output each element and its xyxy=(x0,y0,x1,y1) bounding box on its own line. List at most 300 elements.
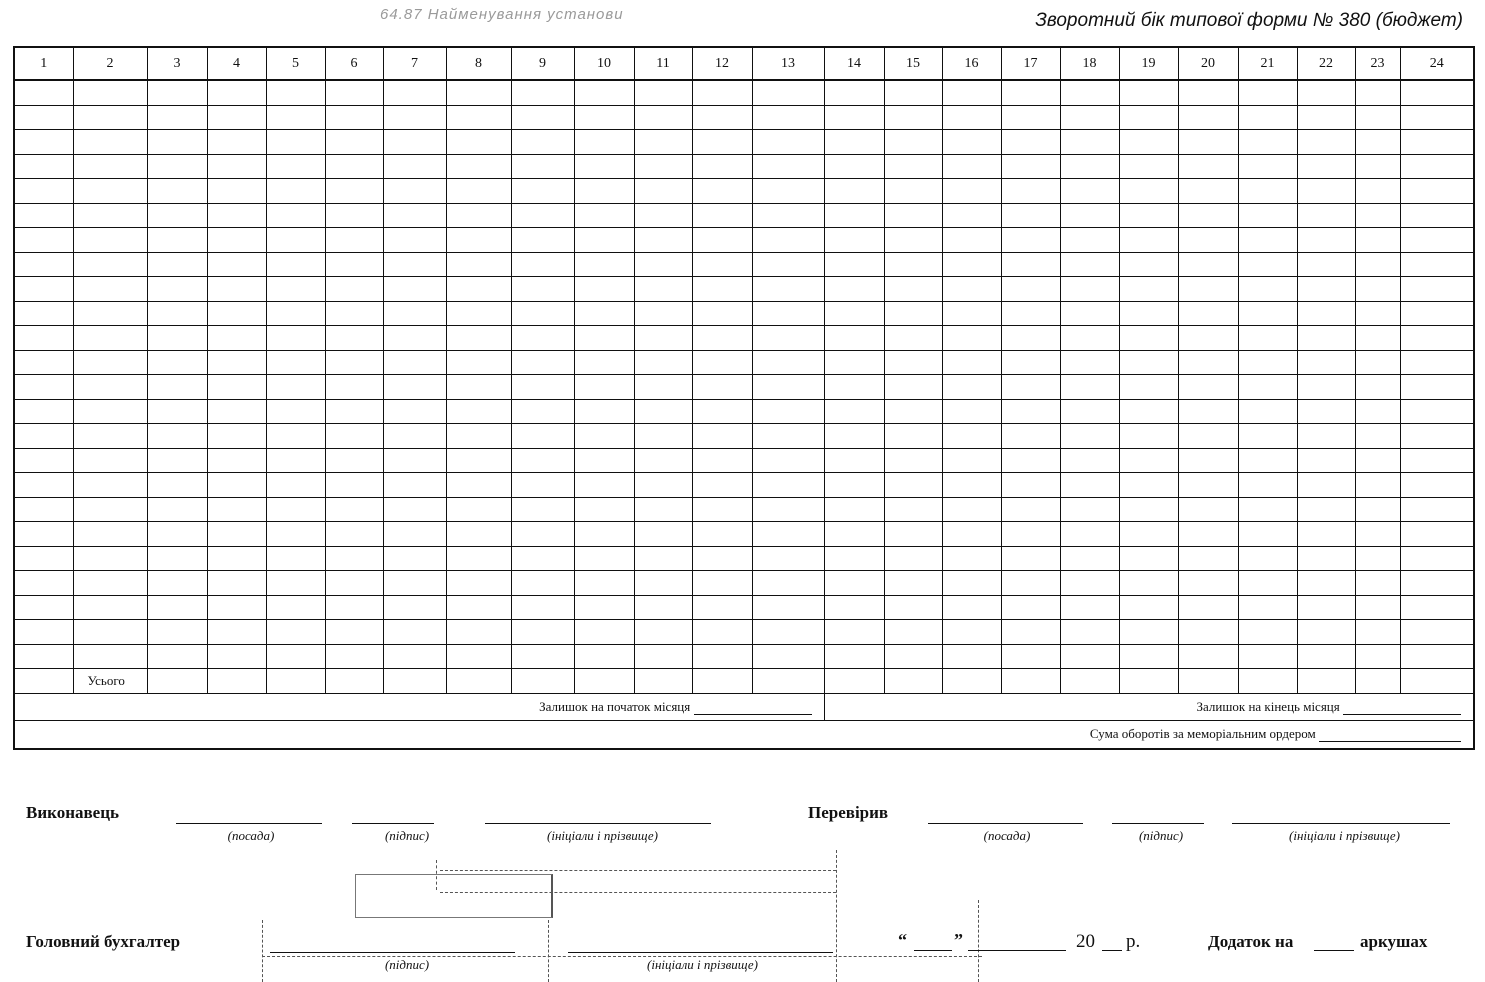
table-cell[interactable] xyxy=(383,448,446,473)
table-cell[interactable] xyxy=(73,473,147,498)
table-cell[interactable] xyxy=(1400,326,1474,351)
table-cell[interactable] xyxy=(383,252,446,277)
table-cell[interactable] xyxy=(147,154,207,179)
executor-position-line[interactable] xyxy=(176,823,322,824)
table-cell[interactable] xyxy=(1178,130,1238,155)
table-cell[interactable] xyxy=(942,424,1001,449)
table-cell[interactable] xyxy=(383,522,446,547)
table-cell[interactable] xyxy=(1355,522,1400,547)
table-cell[interactable] xyxy=(325,546,383,571)
table-cell[interactable] xyxy=(1355,448,1400,473)
executor-name-line[interactable] xyxy=(485,823,711,824)
table-cell[interactable] xyxy=(752,301,824,326)
table-cell[interactable] xyxy=(574,154,634,179)
table-cell[interactable] xyxy=(574,644,634,669)
executor-signature-line[interactable] xyxy=(352,823,434,824)
table-cell[interactable] xyxy=(1238,497,1297,522)
table-cell[interactable] xyxy=(511,644,574,669)
table-cell[interactable] xyxy=(1238,424,1297,449)
table-cell[interactable] xyxy=(884,448,942,473)
table-cell[interactable] xyxy=(147,80,207,105)
table-cell[interactable] xyxy=(1001,350,1060,375)
table-cell[interactable] xyxy=(1060,375,1119,400)
table-cell[interactable] xyxy=(383,130,446,155)
table-cell[interactable] xyxy=(266,277,325,302)
table-cell[interactable] xyxy=(1297,448,1355,473)
table-cell[interactable] xyxy=(692,301,752,326)
table-cell[interactable] xyxy=(1001,644,1060,669)
table-cell[interactable] xyxy=(446,154,511,179)
table-cell[interactable] xyxy=(692,80,752,105)
table-cell[interactable] xyxy=(511,179,574,204)
table-cell[interactable] xyxy=(634,669,692,694)
table-cell[interactable] xyxy=(1400,105,1474,130)
table-cell[interactable] xyxy=(383,669,446,694)
table-cell[interactable] xyxy=(1400,375,1474,400)
table-cell[interactable] xyxy=(1238,179,1297,204)
table-cell[interactable] xyxy=(634,644,692,669)
table-cell[interactable] xyxy=(692,571,752,596)
table-cell[interactable] xyxy=(692,497,752,522)
table-cell[interactable] xyxy=(1297,571,1355,596)
table-cell[interactable] xyxy=(1400,448,1474,473)
table-cell[interactable] xyxy=(692,448,752,473)
table-cell[interactable] xyxy=(266,203,325,228)
table-cell[interactable] xyxy=(325,571,383,596)
table-cell[interactable] xyxy=(14,546,73,571)
table-cell[interactable] xyxy=(446,228,511,253)
table-cell[interactable] xyxy=(207,301,266,326)
table-cell[interactable] xyxy=(1119,448,1178,473)
table-cell[interactable] xyxy=(147,228,207,253)
table-cell[interactable] xyxy=(1355,375,1400,400)
table-cell[interactable] xyxy=(824,546,884,571)
table-cell[interactable] xyxy=(574,80,634,105)
table-cell[interactable] xyxy=(1297,154,1355,179)
table-cell[interactable] xyxy=(266,595,325,620)
table-cell[interactable] xyxy=(511,448,574,473)
table-cell[interactable] xyxy=(692,644,752,669)
table-cell[interactable] xyxy=(1119,571,1178,596)
table-cell[interactable] xyxy=(147,179,207,204)
table-cell[interactable] xyxy=(884,252,942,277)
table-cell[interactable] xyxy=(1355,252,1400,277)
table-cell[interactable] xyxy=(1238,669,1297,694)
table-cell[interactable] xyxy=(1355,203,1400,228)
table-cell[interactable] xyxy=(14,620,73,645)
table-cell[interactable] xyxy=(1355,424,1400,449)
table-cell[interactable] xyxy=(446,595,511,620)
table-cell[interactable] xyxy=(1119,473,1178,498)
table-cell[interactable] xyxy=(1355,473,1400,498)
table-cell[interactable] xyxy=(1400,522,1474,547)
table-cell[interactable] xyxy=(1400,301,1474,326)
table-cell[interactable] xyxy=(446,277,511,302)
table-cell[interactable] xyxy=(574,130,634,155)
table-cell[interactable] xyxy=(884,522,942,547)
table-cell[interactable] xyxy=(752,130,824,155)
table-cell[interactable] xyxy=(73,130,147,155)
table-cell[interactable] xyxy=(634,105,692,130)
table-cell[interactable] xyxy=(1178,424,1238,449)
table-cell[interactable] xyxy=(752,326,824,351)
table-cell[interactable] xyxy=(266,154,325,179)
table-cell[interactable] xyxy=(1178,620,1238,645)
table-cell[interactable] xyxy=(1060,179,1119,204)
table-cell[interactable] xyxy=(147,326,207,351)
table-cell[interactable] xyxy=(942,301,1001,326)
table-cell[interactable] xyxy=(14,203,73,228)
table-cell[interactable] xyxy=(824,301,884,326)
table-cell[interactable] xyxy=(692,669,752,694)
table-cell[interactable] xyxy=(511,228,574,253)
table-cell[interactable] xyxy=(383,326,446,351)
table-cell[interactable] xyxy=(1001,228,1060,253)
table-cell[interactable] xyxy=(1001,522,1060,547)
table-cell[interactable] xyxy=(752,522,824,547)
table-cell[interactable] xyxy=(1297,179,1355,204)
table-cell[interactable] xyxy=(511,571,574,596)
table-cell[interactable] xyxy=(574,179,634,204)
table-cell[interactable] xyxy=(1238,571,1297,596)
table-cell[interactable] xyxy=(942,571,1001,596)
table-cell[interactable] xyxy=(1238,105,1297,130)
table-cell[interactable] xyxy=(1400,669,1474,694)
table-cell[interactable] xyxy=(574,228,634,253)
table-cell[interactable] xyxy=(942,448,1001,473)
table-cell[interactable] xyxy=(1238,546,1297,571)
table-cell[interactable] xyxy=(511,130,574,155)
table-cell[interactable] xyxy=(824,571,884,596)
table-cell[interactable] xyxy=(511,399,574,424)
table-cell[interactable] xyxy=(884,595,942,620)
table-cell[interactable] xyxy=(207,399,266,424)
table-cell[interactable] xyxy=(266,424,325,449)
table-cell[interactable] xyxy=(1297,105,1355,130)
table-cell[interactable] xyxy=(207,571,266,596)
table-cell[interactable] xyxy=(752,595,824,620)
table-cell[interactable] xyxy=(1178,497,1238,522)
table-cell[interactable] xyxy=(1297,228,1355,253)
table-cell[interactable] xyxy=(14,154,73,179)
table-cell[interactable] xyxy=(942,105,1001,130)
table-cell[interactable] xyxy=(1119,130,1178,155)
table-cell[interactable] xyxy=(1001,399,1060,424)
table-cell[interactable] xyxy=(266,252,325,277)
table-cell[interactable] xyxy=(147,375,207,400)
table-cell[interactable] xyxy=(1238,522,1297,547)
table-cell[interactable] xyxy=(1400,252,1474,277)
table-cell[interactable] xyxy=(1060,473,1119,498)
table-cell[interactable] xyxy=(73,105,147,130)
table-cell[interactable] xyxy=(73,350,147,375)
table-cell[interactable] xyxy=(446,546,511,571)
table-cell[interactable] xyxy=(1001,277,1060,302)
table-cell[interactable] xyxy=(511,203,574,228)
table-cell[interactable] xyxy=(14,277,73,302)
table-cell[interactable] xyxy=(1297,326,1355,351)
table-cell[interactable] xyxy=(511,326,574,351)
table-cell[interactable] xyxy=(634,350,692,375)
table-cell[interactable] xyxy=(1119,620,1178,645)
table-cell[interactable] xyxy=(634,473,692,498)
table-cell[interactable] xyxy=(1060,277,1119,302)
table-cell[interactable] xyxy=(1238,277,1297,302)
table-cell[interactable] xyxy=(574,375,634,400)
table-cell[interactable] xyxy=(1238,228,1297,253)
table-cell[interactable] xyxy=(73,644,147,669)
table-cell[interactable] xyxy=(692,546,752,571)
table-cell[interactable] xyxy=(1119,179,1178,204)
table-cell[interactable] xyxy=(884,350,942,375)
table-cell[interactable] xyxy=(692,399,752,424)
table-cell[interactable] xyxy=(1060,130,1119,155)
table-cell[interactable] xyxy=(325,350,383,375)
table-cell[interactable] xyxy=(383,595,446,620)
table-cell[interactable] xyxy=(692,203,752,228)
table-cell[interactable] xyxy=(692,595,752,620)
table-cell[interactable] xyxy=(511,375,574,400)
table-cell[interactable] xyxy=(942,497,1001,522)
table-cell[interactable] xyxy=(1060,522,1119,547)
table-cell[interactable] xyxy=(14,644,73,669)
table-cell[interactable] xyxy=(692,252,752,277)
table-cell[interactable] xyxy=(1238,301,1297,326)
table-cell[interactable] xyxy=(1060,669,1119,694)
table-cell[interactable] xyxy=(14,301,73,326)
table-cell[interactable] xyxy=(325,399,383,424)
table-cell[interactable] xyxy=(207,497,266,522)
table-cell[interactable] xyxy=(884,620,942,645)
table-cell[interactable] xyxy=(574,448,634,473)
table-cell[interactable] xyxy=(266,497,325,522)
table-cell[interactable] xyxy=(1001,326,1060,351)
table-cell[interactable] xyxy=(692,473,752,498)
table-cell[interactable] xyxy=(1119,80,1178,105)
table-cell[interactable] xyxy=(207,80,266,105)
table-cell[interactable] xyxy=(207,546,266,571)
table-cell[interactable] xyxy=(574,252,634,277)
table-cell[interactable] xyxy=(325,473,383,498)
table-cell[interactable] xyxy=(511,252,574,277)
table-cell[interactable] xyxy=(14,326,73,351)
table-cell[interactable] xyxy=(752,473,824,498)
table-cell[interactable] xyxy=(1060,301,1119,326)
table-cell[interactable] xyxy=(1119,644,1178,669)
table-cell[interactable] xyxy=(692,424,752,449)
table-cell[interactable] xyxy=(752,669,824,694)
table-cell[interactable] xyxy=(1119,546,1178,571)
table-cell[interactable] xyxy=(634,179,692,204)
table-cell[interactable] xyxy=(692,154,752,179)
table-cell[interactable] xyxy=(325,595,383,620)
table-cell[interactable] xyxy=(207,154,266,179)
table-cell[interactable] xyxy=(1238,80,1297,105)
table-cell[interactable] xyxy=(383,497,446,522)
table-cell[interactable] xyxy=(1238,448,1297,473)
table-cell[interactable] xyxy=(1119,326,1178,351)
table-cell[interactable] xyxy=(692,179,752,204)
table-cell[interactable] xyxy=(1060,80,1119,105)
table-cell[interactable] xyxy=(14,179,73,204)
table-cell[interactable] xyxy=(14,130,73,155)
table-cell[interactable] xyxy=(634,375,692,400)
table-cell[interactable] xyxy=(207,179,266,204)
table-cell[interactable] xyxy=(446,424,511,449)
table-cell[interactable] xyxy=(1001,130,1060,155)
table-cell[interactable] xyxy=(73,448,147,473)
table-cell[interactable] xyxy=(266,620,325,645)
table-cell[interactable] xyxy=(1001,497,1060,522)
table-cell[interactable] xyxy=(1178,326,1238,351)
table-cell[interactable] xyxy=(73,252,147,277)
table-cell[interactable] xyxy=(147,130,207,155)
table-cell[interactable] xyxy=(73,546,147,571)
table-cell[interactable] xyxy=(1119,669,1178,694)
table-cell[interactable] xyxy=(1297,497,1355,522)
table-cell[interactable] xyxy=(752,252,824,277)
table-cell[interactable] xyxy=(383,571,446,596)
table-cell[interactable] xyxy=(1119,203,1178,228)
table-cell[interactable] xyxy=(383,644,446,669)
table-cell[interactable] xyxy=(266,473,325,498)
table-cell[interactable] xyxy=(266,571,325,596)
table-cell[interactable] xyxy=(942,399,1001,424)
table-cell[interactable] xyxy=(1400,350,1474,375)
table-cell[interactable] xyxy=(383,546,446,571)
table-cell[interactable] xyxy=(446,571,511,596)
table-cell[interactable] xyxy=(1178,252,1238,277)
table-cell[interactable] xyxy=(266,522,325,547)
table-cell[interactable] xyxy=(383,350,446,375)
table-cell[interactable] xyxy=(884,571,942,596)
table-cell[interactable] xyxy=(207,326,266,351)
table-cell[interactable] xyxy=(1355,546,1400,571)
table-cell[interactable] xyxy=(1119,301,1178,326)
table-cell[interactable] xyxy=(884,644,942,669)
table-cell[interactable] xyxy=(1178,522,1238,547)
table-cell[interactable] xyxy=(1400,473,1474,498)
table-cell[interactable] xyxy=(147,595,207,620)
table-cell[interactable] xyxy=(1060,105,1119,130)
table-cell[interactable] xyxy=(942,620,1001,645)
table-cell[interactable] xyxy=(325,277,383,302)
table-cell[interactable] xyxy=(73,620,147,645)
table-cell[interactable] xyxy=(446,350,511,375)
table-cell[interactable] xyxy=(824,399,884,424)
table-cell[interactable] xyxy=(1119,350,1178,375)
table-cell[interactable] xyxy=(266,350,325,375)
table-cell[interactable] xyxy=(1400,80,1474,105)
table-cell[interactable] xyxy=(634,399,692,424)
table-cell[interactable] xyxy=(511,80,574,105)
table-cell[interactable] xyxy=(147,522,207,547)
table-cell[interactable] xyxy=(147,473,207,498)
table-cell[interactable] xyxy=(1060,644,1119,669)
table-cell[interactable] xyxy=(207,277,266,302)
table-cell[interactable] xyxy=(1060,399,1119,424)
table-cell[interactable] xyxy=(824,203,884,228)
table-cell[interactable] xyxy=(752,228,824,253)
table-cell[interactable] xyxy=(14,252,73,277)
table-cell[interactable] xyxy=(14,669,73,694)
table-cell[interactable] xyxy=(574,620,634,645)
table-cell[interactable] xyxy=(446,375,511,400)
table-cell[interactable] xyxy=(1060,203,1119,228)
table-cell[interactable] xyxy=(1355,130,1400,155)
table-cell[interactable] xyxy=(1178,277,1238,302)
table-cell[interactable] xyxy=(824,350,884,375)
table-cell[interactable] xyxy=(1060,448,1119,473)
table-cell[interactable] xyxy=(266,546,325,571)
table-cell[interactable] xyxy=(1297,203,1355,228)
table-cell[interactable] xyxy=(14,448,73,473)
table-cell[interactable] xyxy=(574,399,634,424)
attachment-count-field[interactable] xyxy=(1314,950,1354,951)
table-cell[interactable] xyxy=(634,228,692,253)
table-cell[interactable] xyxy=(824,375,884,400)
table-cell[interactable] xyxy=(73,399,147,424)
table-cell[interactable] xyxy=(1001,179,1060,204)
table-cell[interactable] xyxy=(446,473,511,498)
table-cell[interactable] xyxy=(1297,399,1355,424)
table-cell[interactable] xyxy=(752,424,824,449)
table-cell[interactable] xyxy=(14,375,73,400)
table-cell[interactable] xyxy=(634,326,692,351)
table-cell[interactable] xyxy=(14,424,73,449)
table-cell[interactable] xyxy=(1238,375,1297,400)
table-cell[interactable] xyxy=(73,595,147,620)
table-cell[interactable] xyxy=(207,473,266,498)
table-cell[interactable] xyxy=(1400,497,1474,522)
table-cell[interactable] xyxy=(325,497,383,522)
table-cell[interactable] xyxy=(266,399,325,424)
table-cell[interactable] xyxy=(1178,595,1238,620)
table-cell[interactable] xyxy=(752,277,824,302)
table-cell[interactable] xyxy=(1297,252,1355,277)
table-cell[interactable] xyxy=(446,669,511,694)
table-cell[interactable] xyxy=(574,546,634,571)
table-cell[interactable] xyxy=(1355,350,1400,375)
table-cell[interactable] xyxy=(884,277,942,302)
table-cell[interactable] xyxy=(1355,154,1400,179)
table-cell[interactable] xyxy=(266,375,325,400)
table-cell[interactable] xyxy=(634,497,692,522)
table-cell[interactable] xyxy=(446,80,511,105)
table-cell[interactable] xyxy=(1060,546,1119,571)
table-cell[interactable] xyxy=(942,154,1001,179)
table-cell[interactable] xyxy=(147,105,207,130)
table-cell[interactable] xyxy=(207,350,266,375)
table-cell[interactable] xyxy=(383,620,446,645)
table-cell[interactable] xyxy=(884,105,942,130)
date-year-field[interactable] xyxy=(1102,950,1122,951)
table-cell[interactable] xyxy=(383,301,446,326)
table-cell[interactable] xyxy=(1400,179,1474,204)
table-cell[interactable] xyxy=(1178,301,1238,326)
table-cell[interactable] xyxy=(634,80,692,105)
table-cell[interactable] xyxy=(942,644,1001,669)
table-cell[interactable] xyxy=(446,203,511,228)
table-cell[interactable] xyxy=(942,130,1001,155)
table-cell[interactable] xyxy=(325,669,383,694)
table-cell[interactable] xyxy=(14,228,73,253)
table-cell[interactable] xyxy=(1297,424,1355,449)
closing-balance-field[interactable] xyxy=(1343,700,1461,715)
table-cell[interactable] xyxy=(1001,595,1060,620)
table-cell[interactable] xyxy=(574,203,634,228)
table-cell[interactable] xyxy=(1178,571,1238,596)
